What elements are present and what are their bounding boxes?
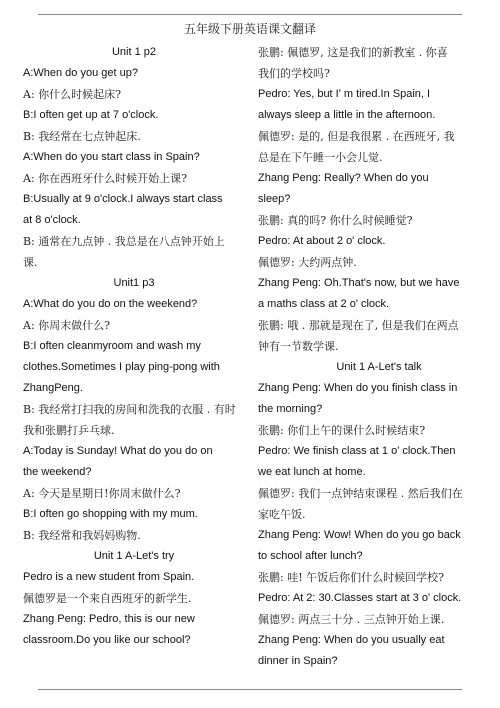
left-column bbox=[23, 42, 245, 651]
text-line: clothes.Sometimes I play ping-pong with bbox=[23, 361, 220, 373]
text-line: 家吃午饭. bbox=[258, 508, 306, 521]
text-line: dinner in Spain? bbox=[258, 655, 338, 667]
text-line: 我们的学校吗? bbox=[258, 67, 330, 80]
text-line: 我和张鹏打乒乓球. bbox=[23, 424, 115, 437]
text-line: A: 你什么时候起床? bbox=[23, 88, 122, 101]
text-line: B:I often get up at 7 o'clock. bbox=[23, 109, 159, 121]
text-line: Zhang Peng: When do you finish class in bbox=[258, 382, 458, 394]
section-heading: Unit1 p3 bbox=[113, 277, 155, 289]
text-line: A: 今天是星期日!你周末做什么? bbox=[23, 487, 181, 500]
text-line: 总是在下午睡一小会儿觉. bbox=[258, 151, 383, 164]
text-line: 钟有一节数学课. bbox=[258, 340, 339, 353]
text-line: Pedro: At about 2 o' clock. bbox=[258, 235, 386, 247]
text-line: classroom.Do you like our school? bbox=[23, 634, 191, 646]
text-line: B: 我经常在七点钟起床. bbox=[23, 130, 141, 143]
text-line: to school after lunch? bbox=[258, 550, 363, 562]
text-line: at 8 o'clock. bbox=[23, 214, 81, 226]
text-line: A:What do you do on the weekend? bbox=[23, 298, 198, 310]
text-line: B: 我经常打扫我的房间和洗我的衣服 . 有时 bbox=[23, 403, 236, 416]
text-line: A:When do you start class in Spain? bbox=[23, 151, 200, 163]
text-line: B:Usually at 9 o'clock.I always start class bbox=[23, 193, 223, 205]
text-line: 佩德罗: 大约两点钟. bbox=[258, 256, 357, 269]
text-line: Zhang Peng: When do you usually eat bbox=[258, 634, 445, 646]
text-line: sleep? bbox=[258, 193, 291, 205]
text-line: 佩德罗: 我们一点钟结束课程 . 然后我们在 bbox=[258, 487, 463, 500]
text-line: 课. bbox=[23, 256, 38, 269]
text-line: the weekend? bbox=[23, 466, 92, 478]
right-column bbox=[258, 42, 500, 672]
text-line: ZhangPeng. bbox=[23, 382, 83, 394]
text-line: A:When do you get up? bbox=[23, 67, 138, 79]
text-line: 佩德罗是一个来自西班牙的新学生. bbox=[23, 592, 192, 605]
text-line: Zhang Peng: Oh.That's now, but we have bbox=[258, 277, 460, 289]
text-line: a maths class at 2 o' clock. bbox=[258, 298, 390, 310]
text-line: B: 通常在九点钟 . 我总是在八点钟开始上 bbox=[23, 235, 225, 248]
text-line: 张鹏: 哇! 午饭后你们什么时候回学校? bbox=[258, 571, 445, 584]
text-line: Pedro: At 2: 30.Classes start at 3 o' clock. bbox=[258, 592, 462, 604]
text-line: 张鹏: 你们上午的课什么时候结束? bbox=[258, 424, 426, 437]
text-line: always sleep a little in the afternoon. bbox=[258, 109, 436, 121]
text-line: 张鹏: 真的吗? 你什么时候睡觉? bbox=[258, 214, 413, 227]
section-heading: Unit 1 A-Let's talk bbox=[336, 361, 422, 373]
text-line: B:I often cleanmyroom and wash my bbox=[23, 340, 201, 352]
text-line: Pedro is a new student from Spain. bbox=[23, 571, 195, 583]
text-line: 张鹏: 哦 . 那就是现在了, 但是我们在两点 bbox=[258, 319, 459, 332]
text-line: we eat lunch at home. bbox=[258, 466, 366, 478]
text-line: A: 你周末做什么? bbox=[23, 319, 111, 332]
section-heading: Unit 1 A-Let's try bbox=[93, 550, 175, 562]
text-line: A: 你在西班牙什么时候开始上课? bbox=[23, 172, 188, 185]
text-line: Zhang Peng: Pedro, this is our new bbox=[23, 613, 195, 625]
text-line: Zhang Peng: Really? When do you bbox=[258, 172, 429, 184]
section-heading: Unit 1 p2 bbox=[111, 46, 157, 58]
text-line: Zhang Peng: Wow! When do you go back bbox=[258, 529, 461, 541]
text-line: B:I often go shopping with my mum. bbox=[23, 508, 198, 520]
text-line: 佩德罗: 两点三十分 . 三点钟开始上课. bbox=[258, 613, 445, 626]
document-title: 五年级下册英语课文翻译 bbox=[183, 22, 316, 36]
text-line: Pedro: We finish class at 1 o' clock.Then bbox=[258, 445, 456, 457]
text-line: 张鹏: 佩德罗, 这是我们的新教室 . 你喜 bbox=[258, 46, 448, 59]
text-line: the morning? bbox=[258, 403, 323, 415]
top-rule bbox=[38, 14, 462, 15]
text-line: A:Today is Sunday! What do you do on bbox=[23, 445, 213, 457]
text-line: 佩德罗: 是的, 但是我很累 . 在西班牙, 我 bbox=[258, 130, 455, 143]
bottom-rule bbox=[38, 689, 462, 690]
text-line: Pedro: Yes, but I' m tired.In Spain, I bbox=[258, 88, 431, 100]
text-line: B: 我经常和我妈妈购物. bbox=[23, 529, 141, 542]
